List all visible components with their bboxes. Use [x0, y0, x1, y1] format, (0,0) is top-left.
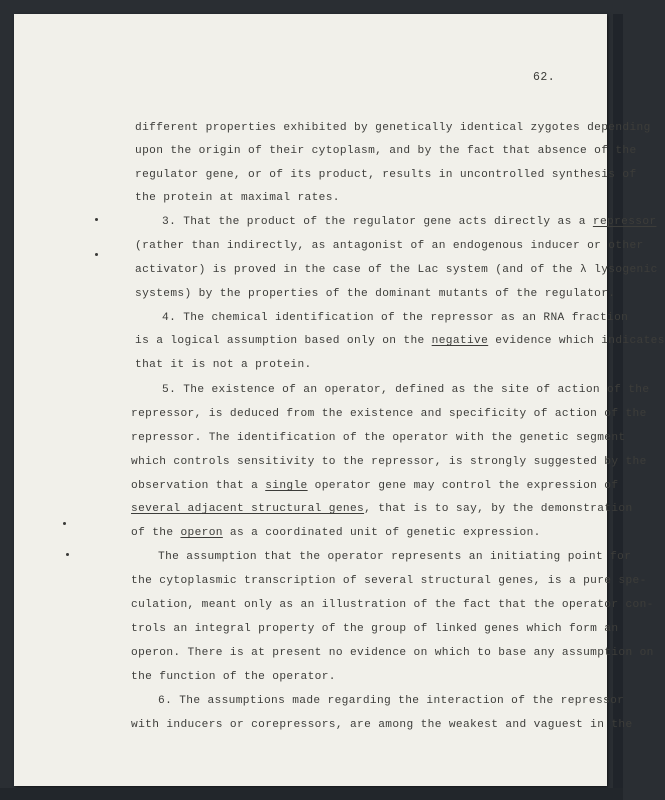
text-line: repressor. The identification of the operator with the genetic segment	[131, 432, 626, 444]
text-line: the protein at maximal rates.	[135, 192, 340, 204]
margin-mark	[63, 522, 66, 525]
text-line: systems) by the properties of the dominant mutants of the regulator.	[135, 288, 616, 300]
underlined-word: repressor	[592, 216, 657, 228]
margin-mark	[95, 253, 98, 256]
text-line: with inducers or corepressors, are among the weakest and vaguest in the	[131, 719, 633, 731]
scanner-background-bottom	[0, 788, 623, 800]
margin-mark	[95, 218, 98, 221]
text-line: 4. The chemical identification of the repressor as an RNA fraction	[162, 312, 629, 324]
underlined-word: negative	[431, 335, 489, 347]
text-line: repressor, is deduced from the existence and specificity of action of the	[131, 408, 647, 420]
text-line: regulator gene, or of its product, results in uncontrolled synthesis of	[135, 169, 637, 181]
text-line: is a logical assumption based only on the negative evidence which indicates	[135, 335, 665, 347]
page-number: 62.	[533, 71, 556, 84]
text-line: that it is not a protein.	[135, 359, 312, 371]
underlined-word: operon	[180, 527, 223, 539]
underlined-word: single	[265, 480, 308, 492]
text-line: trols an integral property of the group of linked genes which form an	[131, 623, 619, 635]
text-line: (rather than indirectly, as antagonist of an endogenous inducer or other	[135, 240, 644, 252]
text-line: activator) is proved in the case of the Lac system (and of the λ lysogenic	[135, 264, 658, 276]
text-line: 6. The assumptions made regarding the interaction of the repressor	[158, 695, 625, 707]
text-line: observation that a single operator gene may control the expression of	[131, 480, 619, 492]
text-line: operon. There is at present no evidence on which to base any assumption on	[131, 647, 654, 659]
text-line: 3. That the product of the regulator gene acts directly as a repressor	[162, 216, 657, 228]
text-line: different properties exhibited by genetically identical zygotes depending	[135, 122, 651, 134]
margin-mark	[66, 553, 69, 556]
text-line: the cytoplasmic transcription of several structural genes, is a pure spe-	[131, 575, 647, 587]
underlined-phrase: several adjacent structural genes	[131, 503, 365, 515]
text-line: of the operon as a coordinated unit of genetic expression.	[131, 527, 541, 539]
text-line: culation, meant only as an illustration of the fact that the operator con-	[131, 599, 654, 611]
text-line: which controls sensitivity to the repressor, is strongly suggested by the	[131, 456, 647, 468]
text-line: upon the origin of their cytoplasm, and by the fact that absence of the	[135, 145, 637, 157]
text-line: The assumption that the operator represents an initiating point for	[158, 551, 632, 563]
text-line: 5. The existence of an operator, defined as the site of action of the	[162, 384, 650, 396]
text-line: several adjacent structural genes, that is to say, by the demonstration	[131, 503, 633, 515]
text-line: the function of the operator.	[131, 671, 336, 683]
